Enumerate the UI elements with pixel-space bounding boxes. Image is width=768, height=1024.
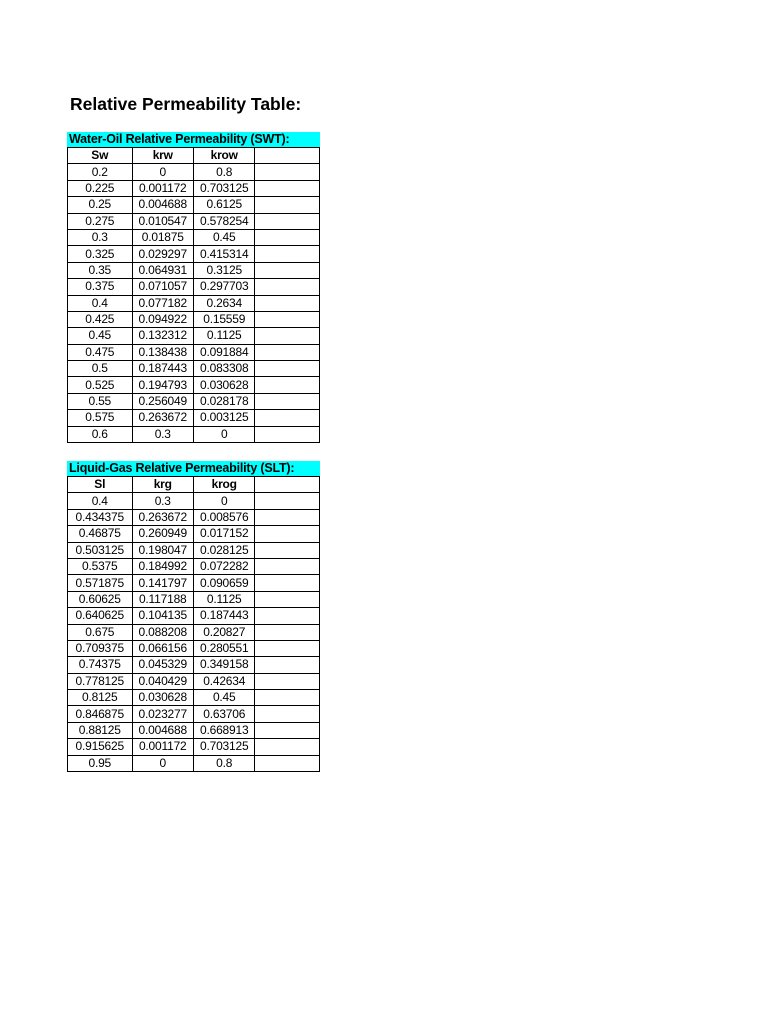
table-cell: 0.187443 <box>132 361 193 377</box>
liquid-gas-table <box>67 476 320 772</box>
table-cell: 0.5 <box>68 361 133 377</box>
table-row <box>68 344 320 360</box>
table-cell <box>255 493 320 509</box>
table-cell: 0.915625 <box>68 739 133 755</box>
table-cell: 0.275 <box>68 213 133 229</box>
table-row <box>68 295 320 311</box>
table-row <box>68 361 320 377</box>
table-cell: 0.141797 <box>132 575 193 591</box>
table-cell: 0 <box>132 164 193 180</box>
table-row <box>68 657 320 673</box>
table-cell: 0.260949 <box>132 526 193 542</box>
table-row <box>68 410 320 426</box>
table-cell <box>255 608 320 624</box>
table-cell: 0.3125 <box>193 262 254 278</box>
table-cell: 0.3 <box>132 493 193 509</box>
table-cell: 0.45 <box>193 229 254 245</box>
table-cell: 0.004688 <box>132 722 193 738</box>
table-row <box>68 229 320 245</box>
table-cell: 0.415314 <box>193 246 254 262</box>
table-cell <box>255 295 320 311</box>
table-cell: 0.675 <box>68 624 133 640</box>
table-cell: 0.030628 <box>132 690 193 706</box>
table-cell: 0.003125 <box>193 410 254 426</box>
table-cell: 0.004688 <box>132 197 193 213</box>
table-cell <box>255 509 320 525</box>
table-cell <box>255 164 320 180</box>
table-cell: 0.091884 <box>193 344 254 360</box>
table-cell: 0.010547 <box>132 213 193 229</box>
table-cell: 0.25 <box>68 197 133 213</box>
table-row <box>68 509 320 525</box>
table-cell: 0 <box>132 755 193 771</box>
table-row <box>68 722 320 738</box>
table-cell: 0.575 <box>68 410 133 426</box>
table-cell: 0.117188 <box>132 591 193 607</box>
table-cell <box>255 706 320 722</box>
table-cell <box>255 410 320 426</box>
table-row <box>68 640 320 656</box>
table-cell: 0.1125 <box>193 591 254 607</box>
table-cell: 0.6125 <box>193 197 254 213</box>
table-row <box>68 542 320 558</box>
table-cell: 0.45 <box>68 328 133 344</box>
table-cell: 0.8125 <box>68 690 133 706</box>
table-cell <box>255 739 320 755</box>
table-header-row <box>68 477 320 493</box>
table-cell <box>255 755 320 771</box>
table-cell: 0.1125 <box>193 328 254 344</box>
table-cell: 0.434375 <box>68 509 133 525</box>
table-cell: 0.4 <box>68 295 133 311</box>
table-cell: 0.668913 <box>193 722 254 738</box>
table-cell: 0.60625 <box>68 591 133 607</box>
table-row <box>68 575 320 591</box>
table-cell <box>255 262 320 278</box>
table-cell <box>255 229 320 245</box>
table-cell: 0 <box>193 493 254 509</box>
table-cell: 0.001172 <box>132 739 193 755</box>
table-cell <box>255 640 320 656</box>
table-cell: 0.187443 <box>193 608 254 624</box>
table-cell: 0.297703 <box>193 279 254 295</box>
table-cell: 0.703125 <box>193 739 254 755</box>
table-row <box>68 608 320 624</box>
table-cell: 0.104135 <box>132 608 193 624</box>
table-cell: 0.029297 <box>132 246 193 262</box>
table-cell: 0.6 <box>68 426 133 442</box>
table-cell: 0.35 <box>68 262 133 278</box>
table-row <box>68 197 320 213</box>
table-cell: 0.2 <box>68 164 133 180</box>
table-cell: 0.578254 <box>193 213 254 229</box>
column-header <box>255 477 320 493</box>
table-cell: 0.20827 <box>193 624 254 640</box>
table-cell: 0.55 <box>68 393 133 409</box>
table-row <box>68 706 320 722</box>
table-cell: 0.571875 <box>68 575 133 591</box>
water-oil-section-title: Water-Oil Relative Permeability (SWT): <box>67 132 320 147</box>
table-cell: 0.74375 <box>68 657 133 673</box>
liquid-gas-section <box>67 461 320 772</box>
table-cell: 0.349158 <box>193 657 254 673</box>
table-cell <box>255 575 320 591</box>
table-cell: 0.088208 <box>132 624 193 640</box>
page-title: Relative Permeability Table: <box>70 94 302 114</box>
table-cell <box>255 722 320 738</box>
table-cell: 0.15559 <box>193 311 254 327</box>
table-cell: 0.030628 <box>193 377 254 393</box>
table-cell: 0.083308 <box>193 361 254 377</box>
table-cell: 0.001172 <box>132 180 193 196</box>
table-row <box>68 377 320 393</box>
table-cell <box>255 526 320 542</box>
table-cell <box>255 673 320 689</box>
table-cell: 0.045329 <box>132 657 193 673</box>
table-row <box>68 393 320 409</box>
table-cell: 0.225 <box>68 180 133 196</box>
table-cell: 0.194793 <box>132 377 193 393</box>
table-cell <box>255 558 320 574</box>
table-cell: 0.42634 <box>193 673 254 689</box>
table-cell: 0.256049 <box>132 393 193 409</box>
table-row <box>68 591 320 607</box>
table-cell: 0.263672 <box>132 509 193 525</box>
table-cell <box>255 344 320 360</box>
table-cell: 0.709375 <box>68 640 133 656</box>
table-cell: 0.072282 <box>193 558 254 574</box>
table-cell: 0.778125 <box>68 673 133 689</box>
table-cell: 0.703125 <box>193 180 254 196</box>
table-cell: 0.525 <box>68 377 133 393</box>
table-cell: 0.198047 <box>132 542 193 558</box>
table-cell: 0.071057 <box>132 279 193 295</box>
table-cell: 0.846875 <box>68 706 133 722</box>
column-header: Sl <box>68 477 133 493</box>
column-header: krow <box>193 148 254 164</box>
table-cell <box>255 279 320 295</box>
table-cell <box>255 180 320 196</box>
table-row <box>68 673 320 689</box>
table-cell <box>255 393 320 409</box>
table-row <box>68 328 320 344</box>
table-cell: 0.017152 <box>193 526 254 542</box>
table-row <box>68 624 320 640</box>
table-cell: 0.028178 <box>193 393 254 409</box>
table-cell: 0.425 <box>68 311 133 327</box>
table-cell: 0.132312 <box>132 328 193 344</box>
table-cell: 0.3 <box>132 426 193 442</box>
table-row <box>68 558 320 574</box>
table-cell <box>255 426 320 442</box>
table-cell: 0.8 <box>193 755 254 771</box>
table-cell: 0.066156 <box>132 640 193 656</box>
table-cell <box>255 213 320 229</box>
table-cell: 0.028125 <box>193 542 254 558</box>
table-cell <box>255 624 320 640</box>
table-cell <box>255 328 320 344</box>
table-cell <box>255 311 320 327</box>
table-cell: 0.475 <box>68 344 133 360</box>
table-row <box>68 739 320 755</box>
table-cell: 0.094922 <box>132 311 193 327</box>
water-oil-table <box>67 147 320 443</box>
table-row <box>68 690 320 706</box>
table-cell: 0 <box>193 426 254 442</box>
table-cell: 0.325 <box>68 246 133 262</box>
table-cell <box>255 690 320 706</box>
table-cell: 0.064931 <box>132 262 193 278</box>
table-cell: 0.040429 <box>132 673 193 689</box>
liquid-gas-section-title: Liquid-Gas Relative Permeability (SLT): <box>67 461 320 476</box>
table-row <box>68 426 320 442</box>
table-cell: 0.503125 <box>68 542 133 558</box>
table-cell: 0.640625 <box>68 608 133 624</box>
column-header: Sw <box>68 148 133 164</box>
table-cell: 0.023277 <box>132 706 193 722</box>
table-cell: 0.2634 <box>193 295 254 311</box>
table-header-row <box>68 148 320 164</box>
table-cell <box>255 246 320 262</box>
column-header: krw <box>132 148 193 164</box>
table-cell <box>255 591 320 607</box>
column-header: krg <box>132 477 193 493</box>
table-cell <box>255 377 320 393</box>
table-cell: 0.263672 <box>132 410 193 426</box>
table-cell: 0.077182 <box>132 295 193 311</box>
table-cell: 0.3 <box>68 229 133 245</box>
table-cell: 0.88125 <box>68 722 133 738</box>
table-cell: 0.8 <box>193 164 254 180</box>
table-row <box>68 755 320 771</box>
table-cell: 0.090659 <box>193 575 254 591</box>
table-row <box>68 526 320 542</box>
table-cell: 0.01875 <box>132 229 193 245</box>
table-cell <box>255 361 320 377</box>
table-cell: 0.63706 <box>193 706 254 722</box>
table-cell: 0.5375 <box>68 558 133 574</box>
table-cell: 0.4 <box>68 493 133 509</box>
table-cell: 0.45 <box>193 690 254 706</box>
table-row <box>68 279 320 295</box>
table-cell: 0.95 <box>68 755 133 771</box>
table-cell: 0.008576 <box>193 509 254 525</box>
table-row <box>68 213 320 229</box>
table-row <box>68 164 320 180</box>
table-cell: 0.375 <box>68 279 133 295</box>
column-header: krog <box>193 477 254 493</box>
table-cell: 0.138438 <box>132 344 193 360</box>
table-cell: 0.46875 <box>68 526 133 542</box>
water-oil-section <box>67 132 320 443</box>
column-header <box>255 148 320 164</box>
table-cell <box>255 542 320 558</box>
table-row <box>68 493 320 509</box>
table-cell <box>255 197 320 213</box>
table-cell <box>255 657 320 673</box>
table-row <box>68 311 320 327</box>
table-row <box>68 262 320 278</box>
table-cell: 0.184992 <box>132 558 193 574</box>
table-row <box>68 246 320 262</box>
table-row <box>68 180 320 196</box>
table-cell: 0.280551 <box>193 640 254 656</box>
